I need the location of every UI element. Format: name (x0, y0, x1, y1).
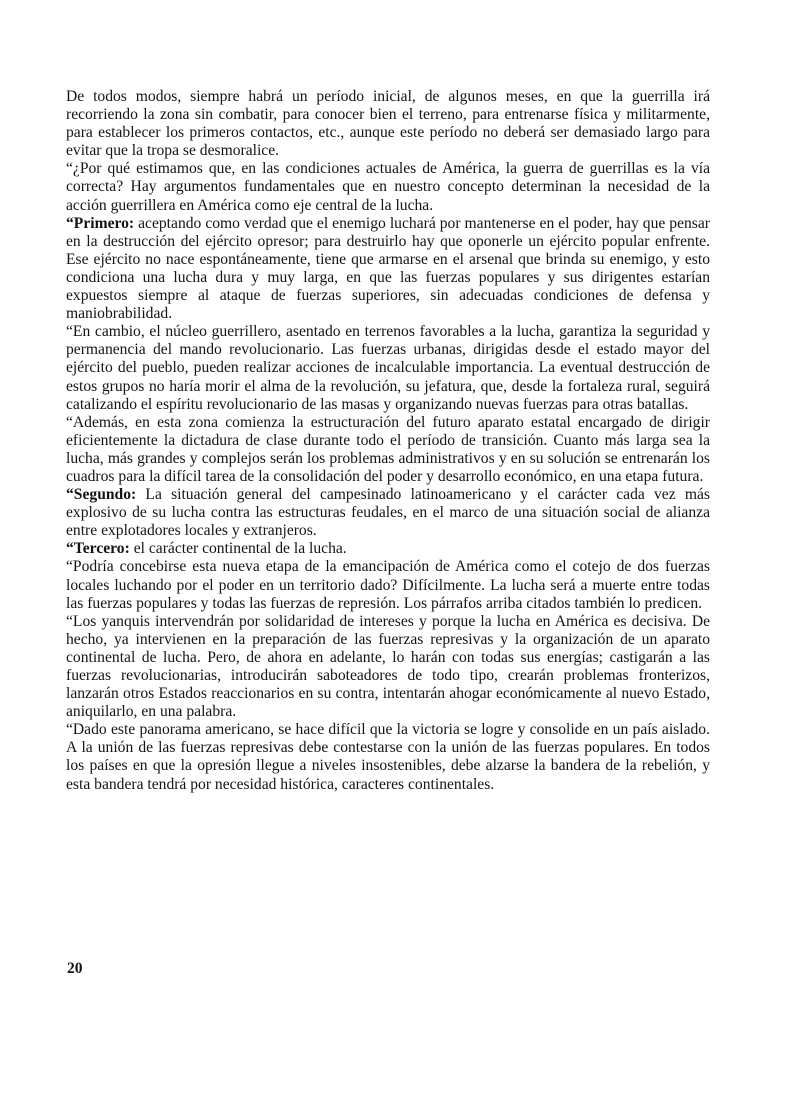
paragraph-lead: “Primero: (66, 214, 135, 232)
paragraph-lead: “Tercero: (66, 540, 130, 558)
paragraph-10 (66, 721, 710, 793)
paragraph-text: De todos modos, siempre habrá un período inicial, de algunos meses, en que la guerrilla irá recorriendo la zona sin combatir, para conocer bien el terreno, para entrenarse física y militarmente, para establecer los primeros contactos, etc., aunque este período no deberá ser demasiado largo para evitar que la tropa se desmoralice. (66, 88, 710, 160)
body-text (66, 88, 710, 794)
paragraph-9 (66, 613, 710, 722)
page-number: 20 (67, 960, 83, 977)
paragraph-1 (66, 88, 710, 160)
paragraph-text: aceptando como verdad que el enemigo luchará por mantenerse en el poder, hay que pensar en la destrucción del ejército opresor; para destruirlo hay que oponerle un ejército popular enfrente. Ese ejército no nace espontáneamente, tiene que armarse en el arsenal que brinda su enemigo, y esto condiciona una lucha dura y muy larga, en que las fuerzas populares y sus dirigentes estarían expuestos siempre al ataque de fuerzas superiores, sin adecuadas condiciones de defensa y maniobrabilidad. (66, 214, 710, 323)
paragraph-8 (66, 558, 710, 612)
paragraph-text: “Además, en esta zona comienza la estructuración del futuro aparato estatal encargado de dirigir eficientemente la dictadura de clase durante todo el período de transición. Cuanto más larga sea la lucha, más grandes y complejos serán los problemas administrativos y en su solución se entrenarán los cuadros para la difícil tarea de la consolidación del poder y desarrollo económico, en una etapa futura. (66, 413, 710, 485)
paragraph-4 (66, 323, 710, 413)
paragraph-text: “Podría concebirse esta nueva etapa de la emancipación de América como el cotejo de dos fuerzas locales luchando por el poder en un territorio dado? Difícilmente. La lucha será a muerte entre todas las fuerzas populares y todas las fuerzas de represión. Los párrafos arriba citados también lo predicen. (66, 558, 710, 612)
paragraph-text: “En cambio, el núcleo guerrillero, asentado en terrenos favorables a la lucha, garantiza la seguridad y permanencia del mando revolucionario. Las fuerzas urbanas, dirigidas desde el estado mayor del ejército del pueblo, pueden realizar acciones de incalculable importancia. La eventual destrucción de estos grupos no haría morir el alma de la revolución, su jefatura, que, desde la fortaleza rural, seguirá catalizando el espíritu revolucionario de las masas y organizando nuevas fuerzas para otras batallas. (66, 323, 710, 413)
paragraph-text: La situación general del campesinado latinoamericano y el carácter cada vez más explosivo de su lucha contra las estructuras feudales, en el marco de una situación social de alianza entre explotadores locales y extranjeros. (66, 486, 710, 540)
paragraph-7 (66, 540, 710, 558)
paragraph-text: el carácter continental de la lucha. (129, 540, 347, 558)
paragraph-2 (66, 160, 710, 214)
paragraph-text: “Los yanquis intervendrán por solidaridad de intereses y porque la lucha en América es decisiva. De hecho, ya intervienen en la preparación de las fuerzas represivas y la organización de un aparato continental de lucha. Pero, de ahora en adelante, lo harán con todas sus energías; castigarán a las fuerzas revolucionarias, introducirán saboteadores de todo tipo, crearán problemas fronterizos, lanzarán otros Estados reaccionarios en su contra, intentarán ahogar económicamente al nuevo Estado, aniquilarlo, en una palabra. (66, 612, 710, 721)
paragraph-text: “Dado este panorama americano, se hace difícil que la victoria se logre y consolide en un país aislado. A la unión de las fuerzas represivas debe contestarse con la unión de las fuerzas populares. En todos los países en que la opresión llegue a niveles insostenibles, debe alzarse la bandera de la rebelión, y esta bandera tendrá por necesidad histórica, caracteres continentales. (66, 721, 710, 793)
paragraph-lead: “Segundo: (66, 486, 137, 504)
paragraph-text: “¿Por qué estimamos que, en las condiciones actuales de América, la guerra de guerrillas es la vía correcta? Hay argumentos fundamentales que en nuestro concepto determinan la necesidad de la acción guerrillera en América como eje central de la lucha. (66, 160, 710, 214)
paragraph-5 (66, 414, 710, 486)
paragraph-3 (66, 215, 710, 324)
paragraph-6 (66, 486, 710, 540)
